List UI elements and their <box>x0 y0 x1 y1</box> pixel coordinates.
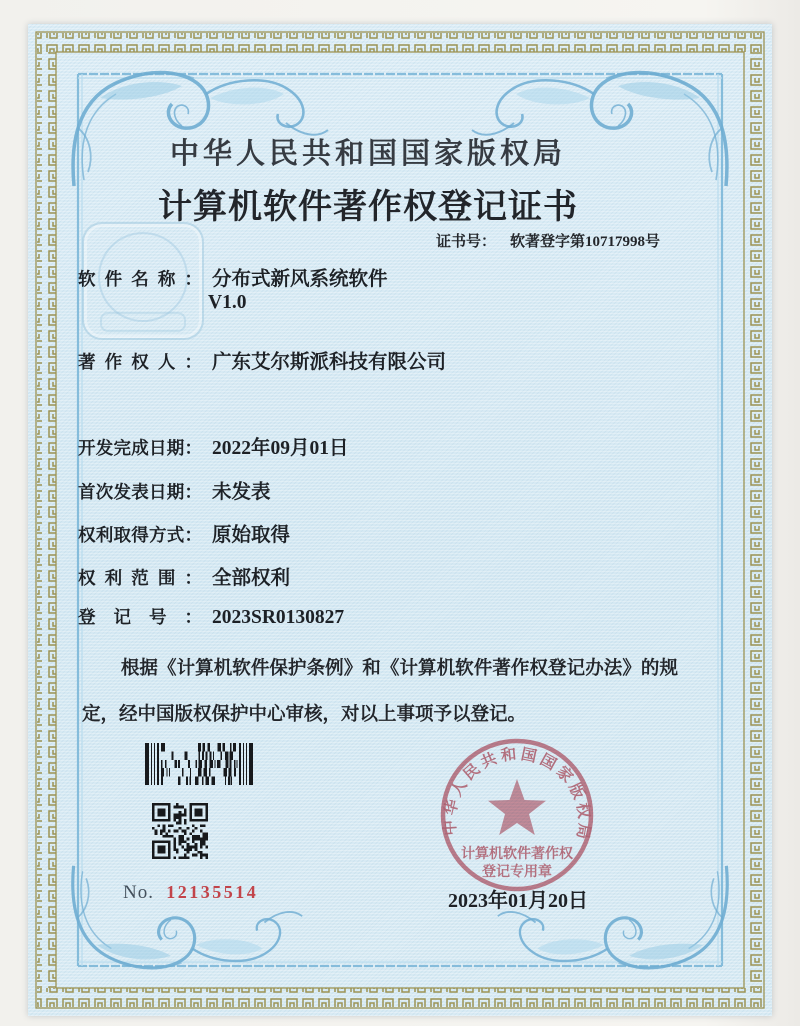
field-label-software-name: 软件名称： <box>78 269 202 289</box>
serial-prefix: No. <box>123 882 154 903</box>
authority-title: 中华人民共和国国家版权局 <box>169 138 566 170</box>
field-label-first-publication: 首次发表日期： <box>78 482 202 502</box>
certificate-number-value: 软著登字第10717998号 <box>509 234 660 250</box>
field-label-acquisition-method: 权利取得方式： <box>78 525 202 545</box>
field-value-acquisition-method: 原始取得 <box>212 525 291 546</box>
serial-number-line <box>123 882 258 904</box>
field-row-registration-number <box>78 604 344 629</box>
seal-star-icon <box>488 779 546 835</box>
field-label-rights-scope: 权利范围： <box>78 568 202 588</box>
field-label-copyright-owner: 著作权人： <box>78 352 202 372</box>
serial-number: 12135514 <box>166 882 259 902</box>
field-value-copyright-owner: 广东艾尔斯派科技有限公司 <box>212 352 447 373</box>
field-value-software-version: V1.0 <box>208 292 247 313</box>
field-row-first-publication <box>78 476 271 504</box>
field-value-software-name: 分布式新风系统软件 <box>212 269 388 290</box>
field-value-completion-date: 2022年09月01日 <box>212 438 349 459</box>
qr-code-icon <box>152 803 208 859</box>
field-row-copyright-owner <box>78 346 446 374</box>
field-value-registration-number: 2023SR0130827 <box>212 607 345 628</box>
field-row-acquisition-method <box>78 519 290 547</box>
certificate-number-line <box>28 230 660 251</box>
certificate-number-label: 证书号： <box>435 234 496 250</box>
official-red-seal <box>435 733 599 897</box>
field-label-completion-date: 开发完成日期： <box>78 438 202 458</box>
registration-statement: 根据《计算机软件保护条例》和《计算机软件著作权登记办法》的规定，经中国版权保护中心审核，对以上事项予以登记。 <box>82 659 678 725</box>
field-row-rights-scope <box>78 562 290 590</box>
barcode-2d-icon <box>145 743 255 785</box>
field-row-software-name <box>78 263 388 291</box>
field-value-rights-scope: 全部权利 <box>212 568 291 589</box>
certificate-paper <box>28 24 772 1016</box>
field-row-completion-date <box>78 432 349 460</box>
field-value-first-publication: 未发表 <box>212 482 271 503</box>
certificate-title: 计算机软件著作权登记证书 <box>158 189 578 226</box>
seal-caption-line2: 登记专用章 <box>482 865 552 880</box>
issue-date: 2023年01月20日 <box>448 890 588 912</box>
seal-ring-text: 中华人民共和国国家版权局 <box>441 745 593 844</box>
seal-caption-line1: 计算机软件著作权 <box>461 847 573 862</box>
field-label-registration-number: 登记号： <box>78 607 202 627</box>
